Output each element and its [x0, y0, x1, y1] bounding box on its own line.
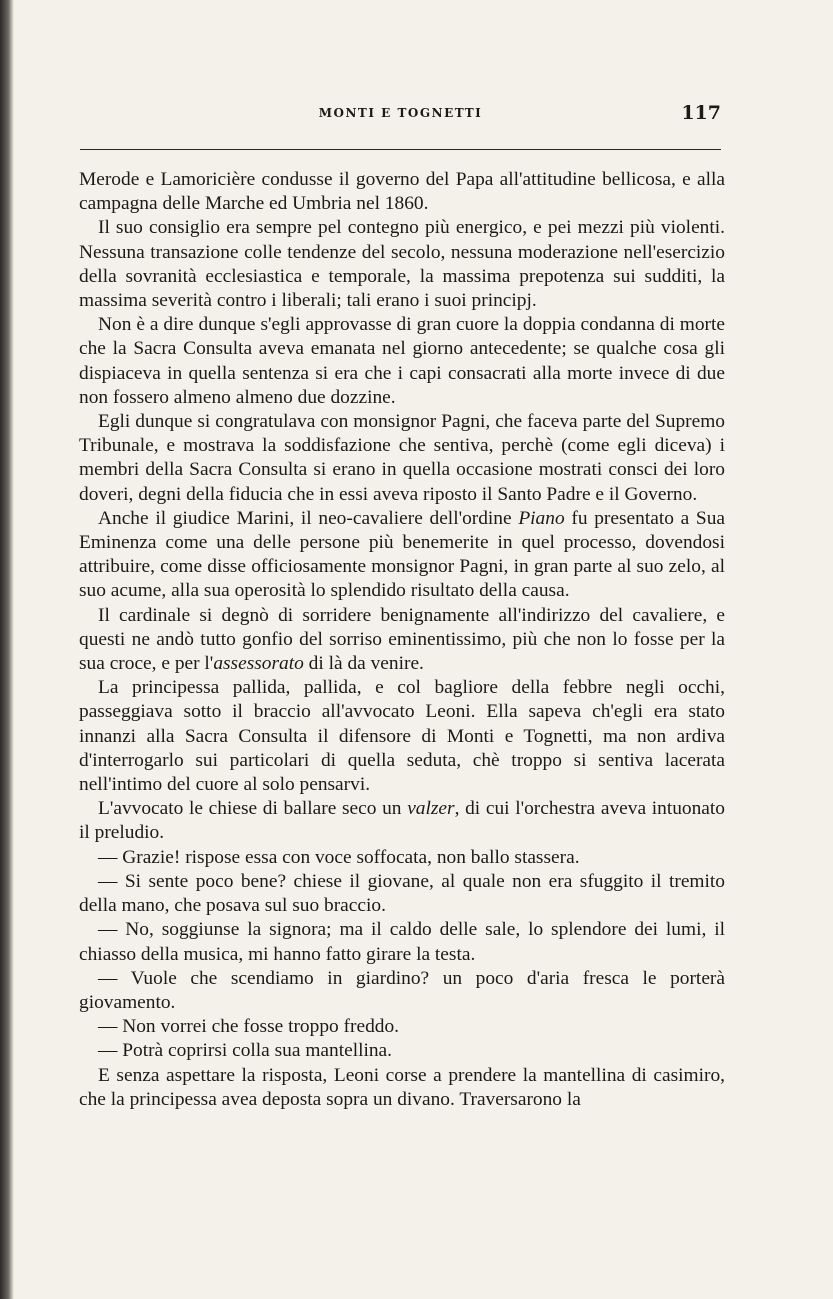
paragraph-text: L'avvocato le chiese di ballare seco un [98, 798, 408, 820]
dialogue-line: — Vuole che scendiamo in giardino? un poco d'aria fresca le porterà giovamento. [79, 967, 725, 1013]
italic-term: valzer [407, 798, 455, 820]
paragraph [79, 604, 725, 677]
page-binding-shadow [0, 0, 14, 1299]
page-number: 117 [681, 102, 721, 124]
paragraph: Non è a dire dunque s'egli approvasse di gran cuore la doppia condanna di morte che la Sacra Consulta aveva emanata nel giorno antecedente; se qualche cosa gli dispiaceva in quella sentenza si era che i capi consacrati alla morte invece di due non fossero almeno almeno due dozzine. [79, 314, 725, 408]
paragraph-text: fu presentato a Sua Eminenza come una delle persone più benemerite in quel processo, dovendosi attribuire, come disse officiosamente monsignor Pagni, in gran parte al suo zelo, al suo acume, alla sua operosità lo splendido risultato della causa. [79, 507, 726, 602]
header-rule [80, 149, 721, 150]
paragraph-text: Il cardinale si degnò di sorridere benignamente all'indirizzo del cavaliere, e questi ne andò tutto gonfio del sorriso eminentissimo, più che non lo fosse per la sua croce, e per l' [79, 604, 725, 675]
dialogue-line: — Si sente poco bene? chiese il giovane, al quale non era sfuggito il tremito della mano, che posava sul suo braccio. [79, 870, 725, 917]
paragraph: La principessa pallida, pallida, e col bagliore della febbre negli occhi, passeggiava sotto il braccio all'avvocato Leoni. Ella sapeva ch'egli era stato innanzi alla Sacra Consulta il difensore di Monti e Tognetti, ma non ardiva d'interrogarlo sui particolari di quella seduta, chè troppo si sentiva lacerata nell'intimo del cuore al solo pensarvi. [79, 677, 725, 796]
body-text [79, 168, 725, 1112]
italic-term: Piano [518, 507, 565, 529]
dialogue-line: — No, soggiunse la signora; ma il caldo delle sale, lo splendore dei lumi, il chiasso della musica, mi hanno fatto girare la testa. [79, 919, 725, 965]
paragraph [79, 507, 725, 604]
paragraph-text: , di cui l'orchestra aveva intuonato il preludio. [79, 798, 725, 844]
dialogue-line: — Non vorrei che fosse troppo freddo. [98, 1016, 400, 1038]
page-header [80, 102, 721, 132]
running-title: MONTI E TOGNETTI [318, 106, 483, 120]
dialogue-line: — Potrà coprirsi colla sua mantellina. [98, 1040, 393, 1062]
paragraph [79, 797, 725, 845]
dialogue-line: — Grazie! rispose essa con voce soffocata, non ballo stassera. [98, 846, 580, 868]
paragraph: E senza aspettare la risposta, Leoni corse a prendere la mantellina di casimiro, che la principessa avea deposta sopra un divano. Traversarono la [79, 1064, 725, 1110]
paragraph-text: Anche il giudice Marini, il neo-cavaliere dell'ordine [98, 507, 519, 529]
italic-term: assessorato [213, 653, 304, 675]
paragraph: Egli dunque si congratulava con monsignor Pagni, che faceva parte del Supremo Tribunale, e mostrava la soddisfazione che sentiva, perchè (come egli diceva) i membri della Sacra Consulta si erano in quella occasione mostrati consci dei loro doveri, degni della fiducia che in essi aveva riposto il Santo Padre e il Governo. [79, 411, 725, 505]
paragraph: Il suo consiglio era sempre pel contegno più energico, e pei mezzi più violenti. Nessuna transazione colle tendenze del secolo, nessuna moderazione nell'esercizio della sovranità ecclesiastica e temporale, la massima prepotenza sui sudditi, la massima severità contro i liberali; tali erano i suoi principj. [79, 217, 725, 312]
paragraph-text: di là da venire. [303, 653, 424, 675]
paragraph: Merode e Lamoricière condusse il governo del Papa all'attitudine bellicosa, e alla campagna delle Marche ed Umbria nel 1860. [79, 169, 725, 215]
